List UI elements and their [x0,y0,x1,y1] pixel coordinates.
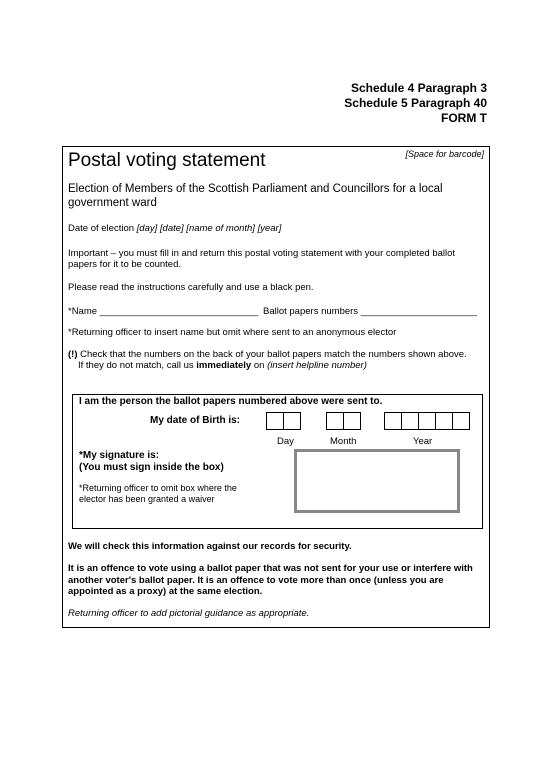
month-label: Month [330,436,357,447]
check-numbers-notice [68,349,483,371]
date-of-election [68,223,483,234]
check-text-immediately: immediately [196,360,252,371]
postal-voting-form [62,146,490,628]
ballot-numbers-field[interactable]: Ballot papers numbers ______________________ [263,306,477,317]
year-label: Year [413,436,433,447]
dob-section-title: I am the person the ballot papers numbered above were sent to. [79,396,383,407]
day-label: Day [277,436,294,447]
day-cell[interactable] [283,412,301,430]
dob-month-cells[interactable] [326,412,360,430]
dob-signature-box [72,394,483,529]
signature-label [79,450,224,474]
check-text-2a: If they do not match, call us [78,360,197,371]
signature-label-2: (You must sign inside the box) [79,462,224,473]
signature-box[interactable] [294,449,460,513]
dob-label: My date of Birth is: [150,415,241,426]
form-title: Postal voting statement [68,150,266,171]
year-cell[interactable] [401,412,419,430]
year-cell[interactable] [435,412,453,430]
date-value: [day] [date] [name of month] [year] [136,223,282,234]
year-cell[interactable] [452,412,470,430]
check-text-1: Check that the numbers on the back of your ballot papers match the numbers shown above. [77,349,467,360]
helpline-placeholder: (insert helpline number) [267,360,367,371]
election-description: Election of Members of the Scottish Parliament and Councillors for a local government ward [68,183,443,209]
header-line-2: Schedule 5 Paragraph 40 [344,96,487,110]
header-line-1: Schedule 4 Paragraph 3 [350,81,487,95]
date-label: Date of election [68,223,137,234]
security-check-text: We will check this information against our records for security. [68,541,352,552]
barcode-space: [Space for barcode] [405,149,484,159]
pictorial-guidance-note: Returning officer to add pictorial guidance as appropriate. [68,608,310,619]
signature-label-1: *My signature is: [79,450,160,461]
dob-year-cells[interactable] [384,412,469,430]
header-line-3: FORM T [441,111,487,125]
dob-day-cells[interactable] [266,412,300,430]
schedule-header [344,81,487,126]
check-text-2c: on [251,360,268,371]
year-cell[interactable] [418,412,436,430]
offence-warning: It is an offence to vote using a ballot paper that was not sent for your use or interfere with another voter's ballot paper. It is an offence to vote more than once (unless you are appointed as a proxy) at the same election. [68,563,473,597]
important-notice: Important – you must fill in and return this postal voting statement with your completed ballot papers for it to be counted. [68,248,456,270]
returning-officer-note: *Returning officer to insert name but omit where sent to an anonymous elector [68,327,397,338]
name-field[interactable]: *Name ______________________________ [68,306,259,317]
warning-icon: (!) [68,349,78,360]
instructions-text: Please read the instructions carefully and use a black pen. [68,282,314,293]
day-cell[interactable] [266,412,284,430]
year-cell[interactable] [384,412,402,430]
month-cell[interactable] [343,412,361,430]
month-cell[interactable] [326,412,344,430]
signature-waiver-note: *Returning officer to omit box where the elector has been granted a waiver [79,483,237,504]
